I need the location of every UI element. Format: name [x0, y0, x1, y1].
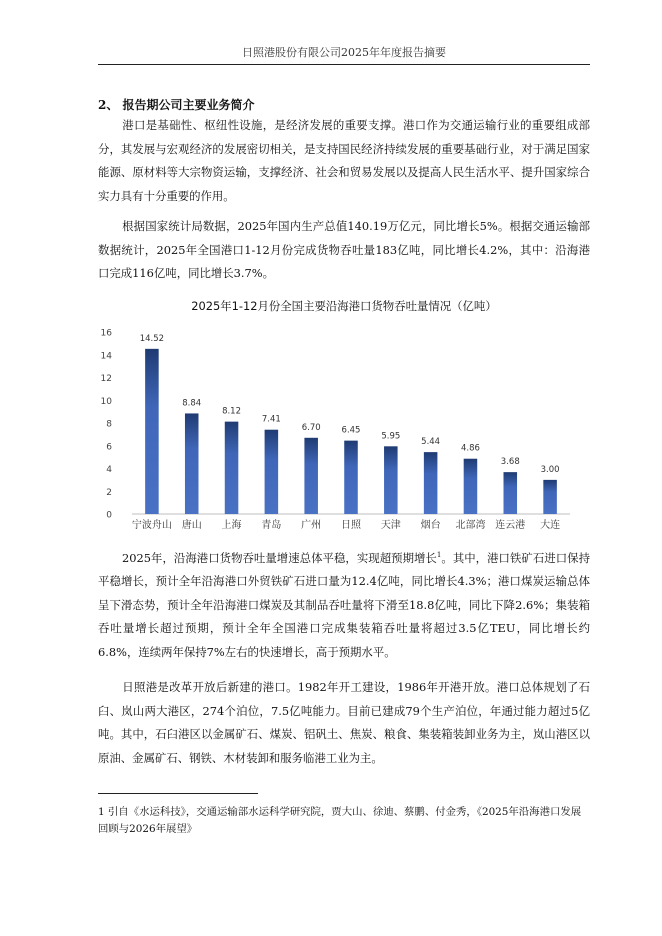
data-label: 5.95	[381, 431, 401, 442]
paragraph-intro-text: 港口是基础性、枢纽性设施，是经济发展的重要支撑。港口作为交通运输行业的重要组成部分，其发展与宏观经济的发展密切相关，是支持国民经济持续发展的重要基础行业，对于满足国家能源、原材料等大宗物资运输，支撑经济、社会和贸易发展以及提高人民生活水平、提升国家综合实力具有十分重要的作用。	[98, 118, 590, 203]
paragraph-coastal-ports	[98, 544, 590, 664]
y-tick-label: 0	[106, 510, 112, 521]
x-tick-label: 广州	[301, 520, 322, 531]
bar-4	[265, 430, 279, 514]
x-tick-label: 上海	[221, 520, 242, 531]
bar-6	[344, 441, 358, 514]
data-label: 14.52	[139, 333, 165, 344]
data-label: 8.84	[182, 398, 202, 409]
x-tick-label: 日照	[341, 520, 361, 531]
y-tick-label: 16	[100, 328, 112, 339]
data-label: 5.44	[421, 437, 441, 448]
data-label: 4.86	[460, 443, 480, 454]
x-tick-label: 烟台	[420, 520, 441, 531]
bar-9	[464, 459, 478, 514]
bar-11	[543, 480, 557, 514]
y-tick-label: 8	[106, 419, 112, 430]
data-label: 8.12	[222, 406, 242, 417]
paragraph-statistics	[98, 215, 590, 286]
footnote-divider	[98, 793, 258, 794]
y-tick-label: 2	[106, 487, 112, 498]
data-label: 3.68	[500, 457, 520, 468]
bar-1	[145, 349, 159, 514]
x-tick-label: 北部湾	[455, 520, 486, 531]
bar-10	[504, 472, 518, 514]
paragraph-rizhao-port-text: 日照港是改革开放后新建的港口。1982年开工建设，1986年开港开放。港口总体规划了石臼、岚山两大港区，274个泊位，7.5亿吨能力。目前已建成79个生产泊位，年通过能力超过5亿吨。其中，石臼港区以金属矿石、煤炭、铝矾土、焦炭、粮食、集装箱装卸业务为主，岚山港区以原油、金属矿石、钢铁、木材装卸和服务临港工业为主。	[98, 680, 590, 765]
paragraph-intro	[98, 114, 590, 208]
chart-title: 2025年1-12月份全国主要沿海港口货物吞吐量情况（亿吨）	[191, 299, 497, 313]
y-tick-label: 12	[100, 374, 112, 384]
data-label: 6.70	[301, 422, 321, 433]
footnote: 1 引自《水运科技》，交通运输部水运科学研究院，贾大山、徐迪、蔡鹏、付金秀，《2025年沿海港口发展回顾与2026年展望》	[98, 806, 582, 835]
header-title: 日照港股份有限公司2025年年度报告摘要	[242, 46, 446, 59]
data-label: 3.00	[540, 464, 560, 475]
x-tick-label: 大连	[540, 520, 561, 531]
x-tick-label: 连云港	[495, 520, 526, 531]
bar-5	[304, 438, 318, 514]
bar-2	[185, 413, 199, 514]
section-title: 2、 报告期公司主要业务简介	[98, 98, 255, 112]
data-label: 7.41	[261, 414, 281, 425]
x-tick-label: 宁波舟山	[131, 520, 172, 531]
paragraph-rizhao-port	[98, 676, 590, 770]
x-tick-label: 天津	[380, 520, 401, 531]
page-header	[98, 44, 590, 65]
paragraph-coastal-ports-text-b: 。其中，港口铁矿石进口保持平稳增长，预计全年沿海港口外贸铁矿石进口量为12.4亿吨，同比增长4.3%；港口煤炭运输总体呈下滑态势，预计全年沿海港口煤炭及其制品吞吐量将下滑至18.8亿吨，同比下降2.6%；集装箱吞吐量增长超过预期，预计全年全国港口完成集装箱吞吐量将超过3.5亿TEU，同比增长约6.8%，连续两年保持7%左右的快速增长，高于预期水平。	[98, 550, 590, 659]
y-tick-label: 6	[106, 442, 112, 453]
port-throughput-bar-chart	[98, 320, 578, 538]
y-tick-label: 4	[106, 465, 112, 475]
paragraph-statistics-text: 根据国家统计局数据，2025年国内生产总值140.19万亿元，同比增长5%。根据交通运输部数据统计，2025年全国港口1-12月份完成货物吞吐量183亿吨，同比增长4.2%，其中：沿海港口完成116亿吨，同比增长3.7%。	[98, 219, 590, 280]
bar-7	[384, 446, 398, 514]
y-tick-label: 10	[100, 396, 112, 407]
x-tick-label: 青岛	[261, 520, 282, 531]
footnote-ref: 1	[436, 551, 442, 559]
bar-8	[424, 452, 438, 514]
bar-3	[225, 422, 239, 514]
x-tick-label: 唐山	[181, 520, 202, 531]
paragraph-coastal-ports-text-a: 2025年，沿海港口货物吞吐量增速总体平稳，实现超预期增长	[122, 550, 437, 565]
y-tick-label: 14	[100, 351, 112, 362]
data-label: 6.45	[341, 425, 361, 436]
